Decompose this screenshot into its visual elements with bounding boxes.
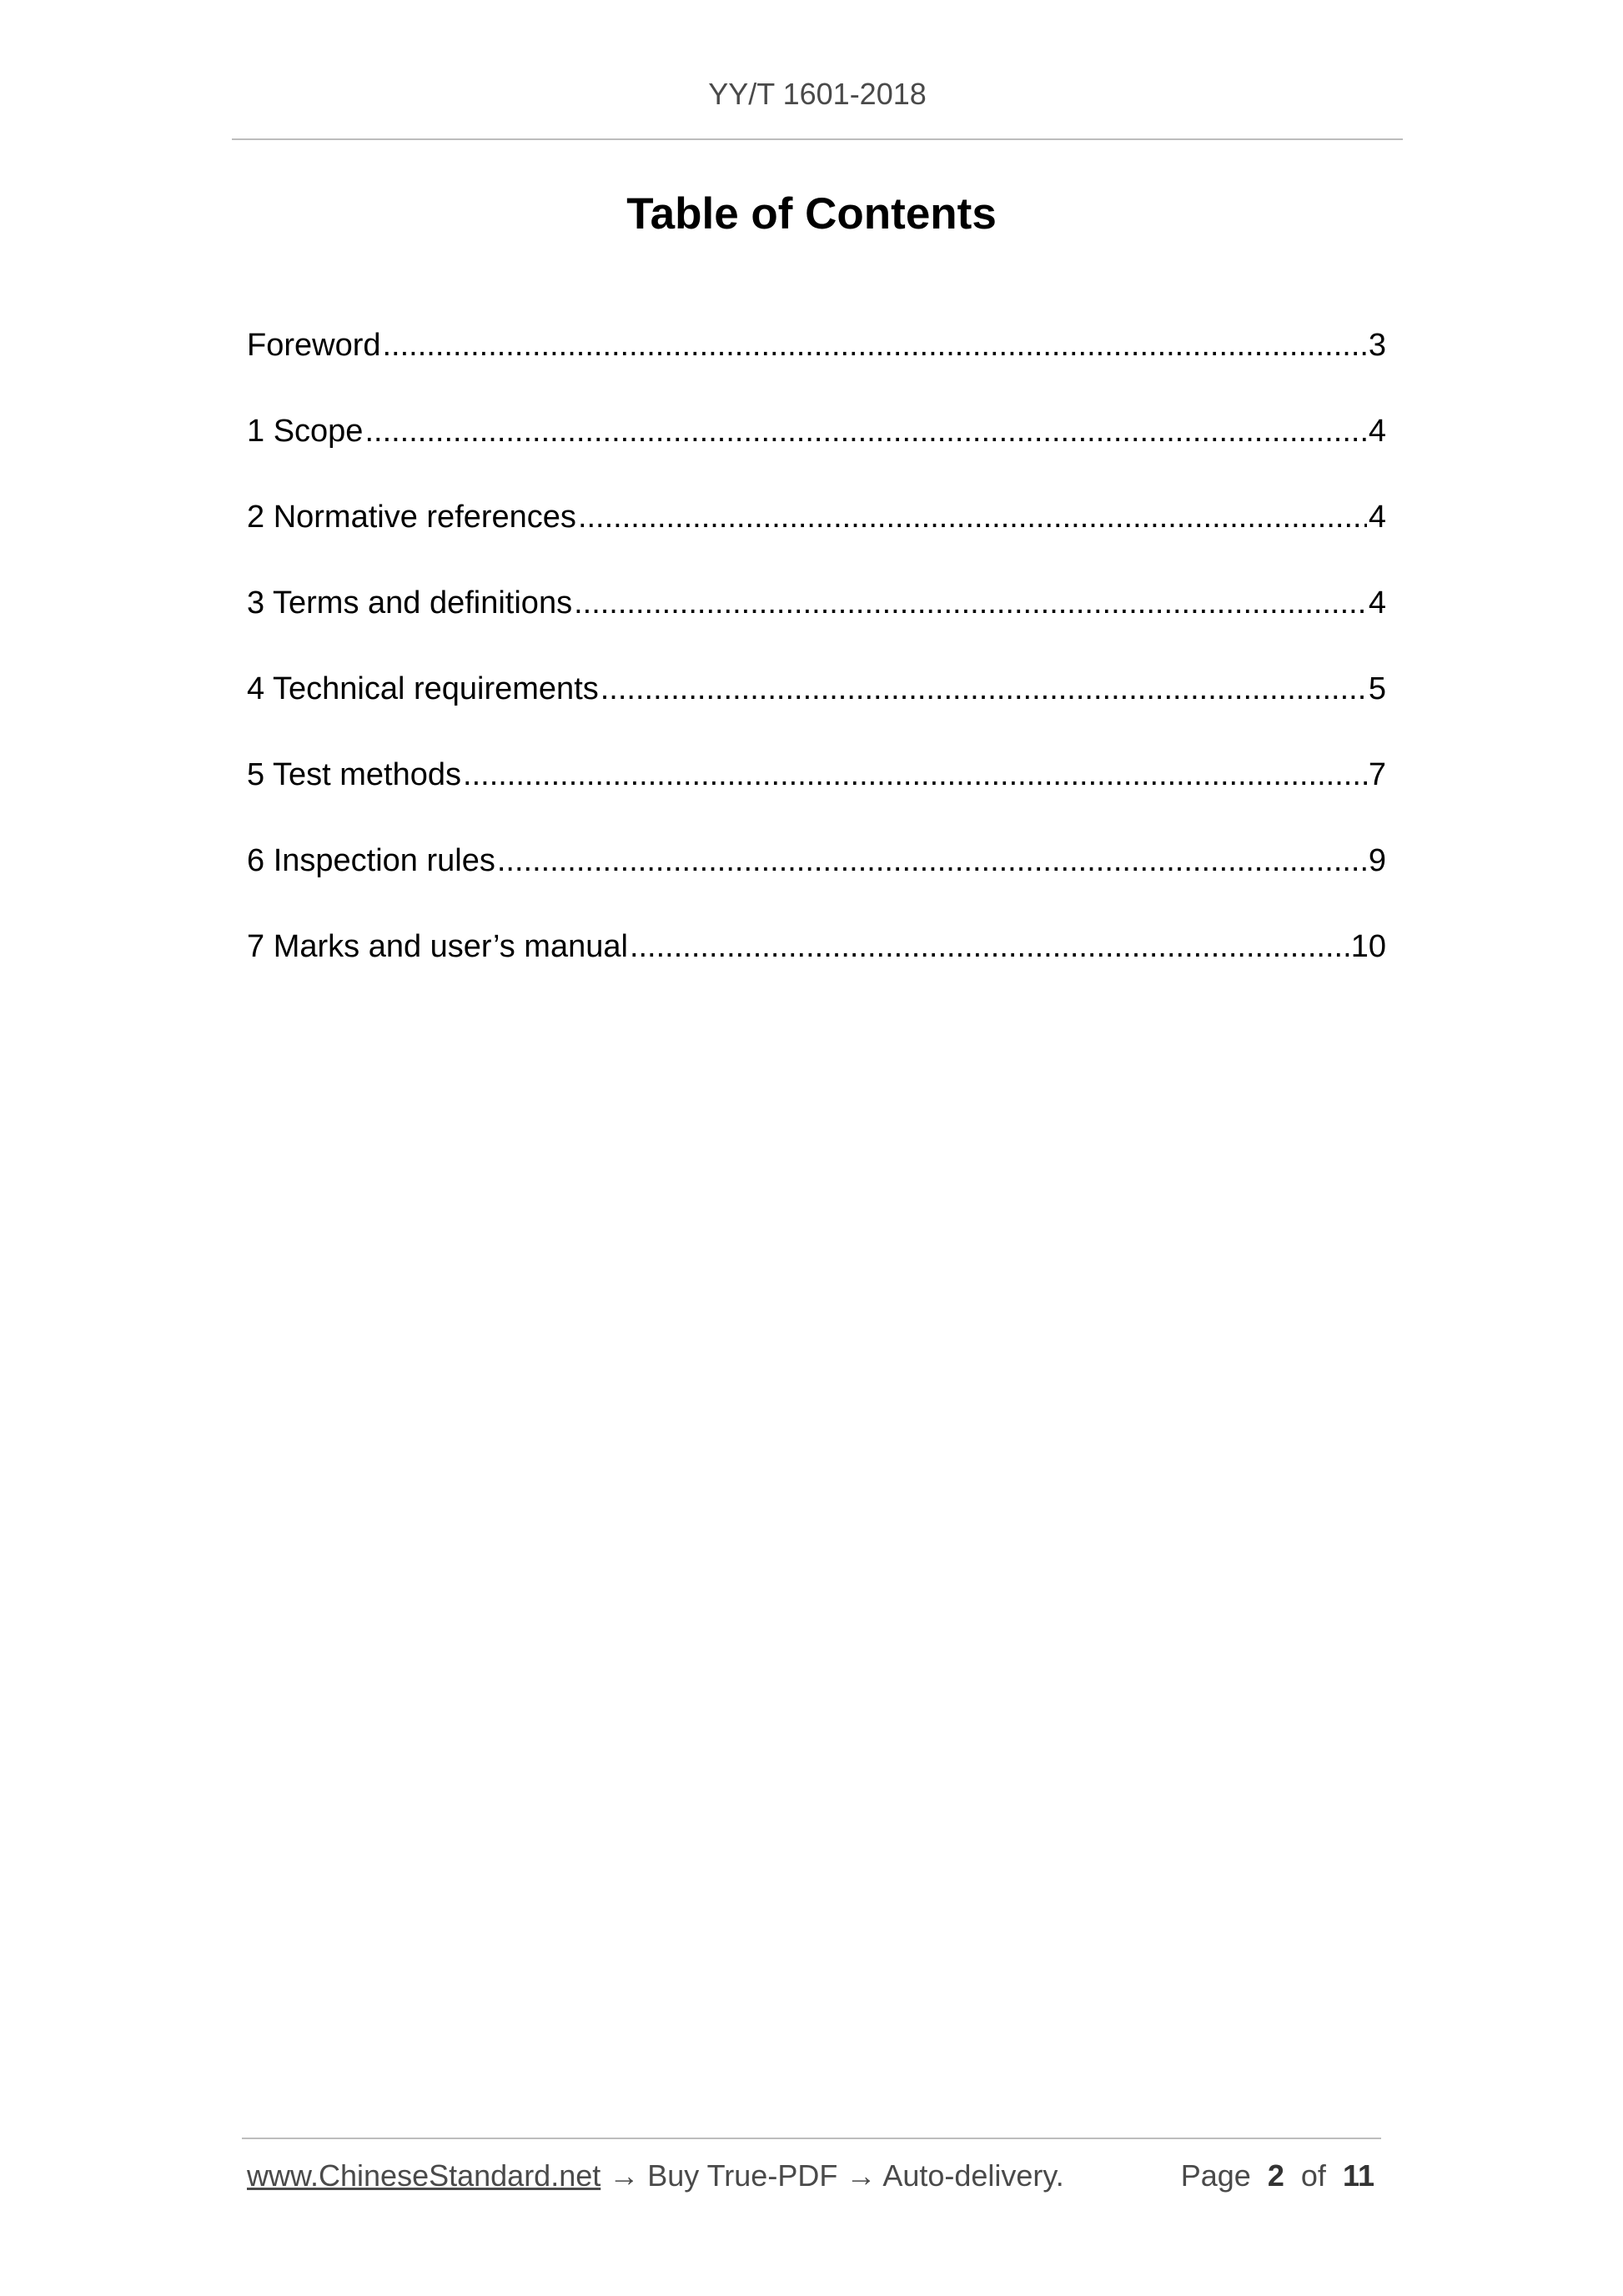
toc-dot-leader xyxy=(630,922,1349,972)
toc-entry-label: 4 Technical requirements xyxy=(247,671,599,706)
website-link[interactable]: www.ChineseStandard.net xyxy=(247,2158,601,2193)
toc-entry-label: 3 Terms and definitions xyxy=(247,585,573,620)
toc-entry-page: 7 xyxy=(1368,757,1386,792)
toc-entry-page: 4 xyxy=(1368,500,1386,535)
table-of-contents xyxy=(247,320,1386,1007)
toc-entry-page: 4 xyxy=(1368,585,1386,620)
toc-entry-foreword[interactable] xyxy=(247,320,1386,406)
current-page-number: 2 xyxy=(1267,2158,1284,2193)
toc-entry-inspection-rules[interactable] xyxy=(247,836,1386,922)
toc-dot-leader xyxy=(463,750,1367,800)
toc-dot-leader xyxy=(574,578,1367,628)
toc-entry-label: Foreword xyxy=(247,328,381,363)
toc-entry-test-methods[interactable] xyxy=(247,750,1386,836)
footer-divider xyxy=(242,2138,1381,2139)
page-footer xyxy=(247,2158,1381,2208)
toc-dot-leader xyxy=(600,664,1367,714)
total-page-count: 11 xyxy=(1342,2158,1374,2193)
toc-dot-leader xyxy=(497,836,1367,886)
toc-entry-label: 6 Inspection rules xyxy=(247,843,495,878)
toc-entry-technical-requirements[interactable] xyxy=(247,664,1386,750)
toc-entry-normative-references[interactable] xyxy=(247,492,1386,578)
footer-promo-text: → Buy True-PDF → Auto-delivery. xyxy=(600,2158,1064,2193)
toc-entry-label: 2 Normative references xyxy=(247,500,576,535)
toc-entry-page: 4 xyxy=(1368,414,1386,449)
toc-entry-label: 7 Marks and user’s manual xyxy=(247,929,628,964)
toc-entry-label: 5 Test methods xyxy=(247,757,462,792)
toc-entry-page: 3 xyxy=(1368,328,1386,363)
toc-entry-page: 9 xyxy=(1368,843,1386,878)
page-number xyxy=(1181,2158,1374,2193)
footer-promo xyxy=(247,2158,1064,2193)
toc-dot-leader xyxy=(578,492,1367,542)
toc-entry-scope[interactable] xyxy=(247,406,1386,492)
toc-entry-terms-and-definitions[interactable] xyxy=(247,578,1386,664)
page-title: Table of Contents xyxy=(626,189,997,239)
toc-dot-leader xyxy=(364,406,1366,456)
page-word: Page xyxy=(1180,2158,1251,2193)
toc-entry-label: 1 Scope xyxy=(247,414,364,449)
document-id: YY/T 1601-2018 xyxy=(708,77,927,111)
toc-dot-leader xyxy=(383,320,1367,370)
running-header xyxy=(232,77,1403,140)
toc-entry-page: 10 xyxy=(1350,929,1386,964)
toc-entry-marks-and-manual[interactable] xyxy=(247,922,1386,1007)
toc-entry-page: 5 xyxy=(1368,671,1386,706)
of-word: of xyxy=(1300,2158,1326,2193)
